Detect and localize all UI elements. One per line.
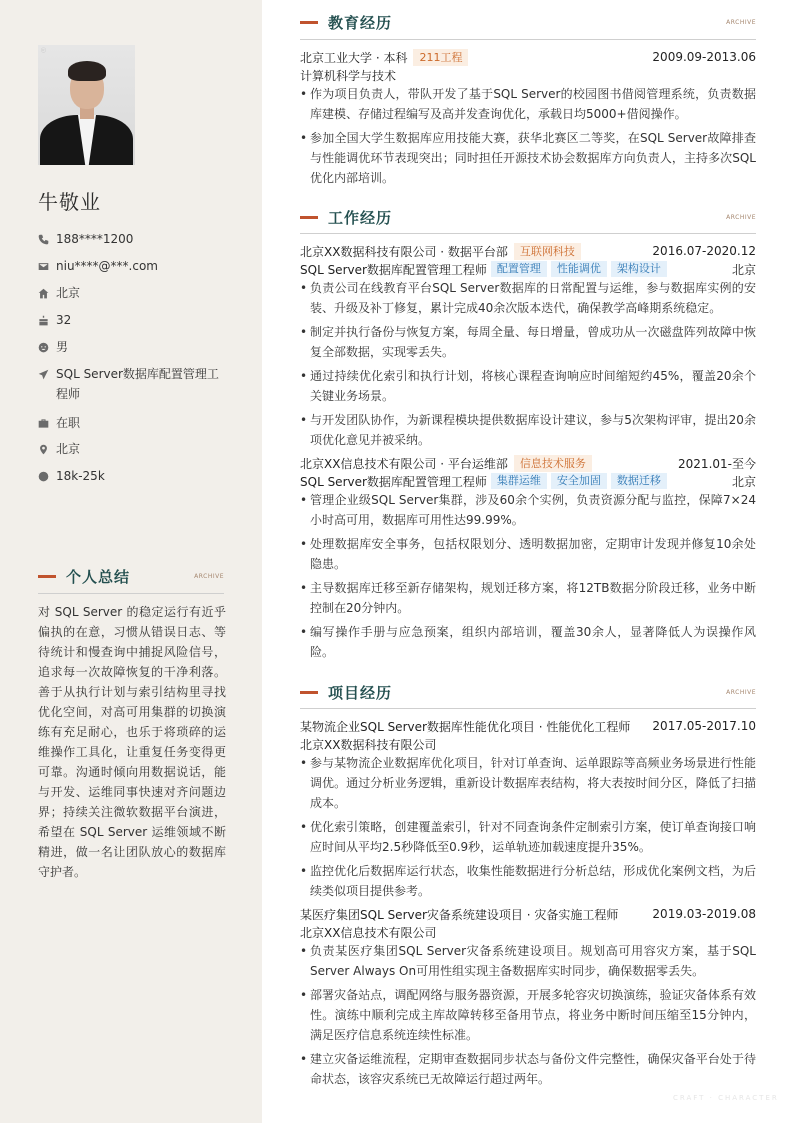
status-item: 在职 bbox=[38, 413, 226, 433]
project-bullet: • 负责某医疗集团SQL Server灾备系统建设项目。规划高可用容灾方案，基于SQL Server Always On可用性组实现主备数据库实时同步，确保数据零丢失。 bbox=[300, 941, 756, 981]
target-job-item: SQL Server数据库配置管理工程师 bbox=[38, 364, 226, 404]
section-accent bbox=[300, 691, 318, 694]
skill-tag: 安全加固 bbox=[551, 473, 607, 489]
job-role-row bbox=[300, 260, 756, 278]
job-bullet: • 处理数据库安全事务，包括权限划分、透明数据加密，定期审计发现并修复10余处隐患。 bbox=[300, 534, 756, 574]
industry-tag: 信息技术服务 bbox=[514, 455, 592, 472]
phone-item: 188****1200 bbox=[38, 229, 226, 249]
skill-tag: 性能调优 bbox=[551, 261, 607, 277]
company-name: 北京XX信息技术有限公司 · 平台运维部 bbox=[300, 456, 508, 471]
job-role: SQL Server数据库配置管理工程师 bbox=[300, 262, 487, 277]
education-section-header bbox=[300, 11, 756, 33]
project-bullet: • 参与某物流企业数据库优化项目，针对订单查询、运单跟踪等高频业务场景进行性能调优。通过分析业务逻辑，重新设计数据库表结构，将大表按时间分区，降低了扫描成本。 bbox=[300, 753, 756, 813]
age-item: 32 bbox=[38, 310, 226, 330]
project-company: 北京XX信息技术有限公司 bbox=[300, 925, 437, 940]
project-bullet: • 部署灾备站点，调配网络与服务器资源，开展多轮容灾切换演练，验证灾备体系有效性。演练中顺利完成主库故障转移至备用节点，将业务中断时间压缩至15分钟内，满足医疗信息系统连续性标准。 bbox=[300, 985, 756, 1045]
project-period: 2019.03-2019.08 bbox=[652, 907, 756, 921]
education-bullet: • 作为项目负责人，带队开发了基于SQL Server的校园图书借阅管理系统，负责数据库建模、存储过程编写及高并发查询优化，承载日均5000+借阅操作。 bbox=[300, 84, 756, 124]
job-header-row bbox=[300, 454, 756, 472]
section-title: 个人总结 bbox=[66, 567, 131, 586]
job-bullet: • 编写操作手册与应急预案，组织内部培训，覆盖30余人，显著降低人为误操作风险。 bbox=[300, 622, 756, 662]
home-icon bbox=[38, 283, 56, 303]
cake-icon bbox=[38, 310, 56, 330]
work-section-header bbox=[300, 206, 756, 228]
summary-text: 对 SQL Server 的稳定运行有近乎偏执的在意，习惯从错误日志、等待统计和慢查询中捕捉风险信号，追求每一次故障恢复的干净利落。善于从执行计划与索引结构里寻找优化空间，对高可用集群的切换演练有充足耐心，也乐于将琐碎的运维操作工具化，让重复任务变得更可靠。沟通时倾向用数据说话，能与开发、运维同事快速对齐问题边界；持续关注微软数据平台演进，希望在 SQL Server 运维领域不断精进，做一名让团队放心的数据库守护者。 bbox=[38, 605, 226, 879]
major: 计算机科学与技术 bbox=[300, 68, 397, 83]
section-accent bbox=[38, 575, 56, 578]
money-icon bbox=[38, 466, 56, 486]
photo-watermark: ⓒ bbox=[41, 48, 47, 54]
skill-tag: 集群运维 bbox=[491, 473, 547, 489]
major-row bbox=[300, 66, 756, 84]
project-company-row bbox=[300, 923, 756, 941]
mail-icon bbox=[38, 256, 56, 276]
target-city-item: 北京 bbox=[38, 439, 226, 459]
sidebar bbox=[0, 0, 262, 1123]
briefcase-icon bbox=[38, 413, 56, 433]
skill-tag: 架构设计 bbox=[611, 261, 667, 277]
email-item: niu****@***.com bbox=[38, 256, 226, 276]
summary-section-header bbox=[38, 566, 224, 586]
job-role: SQL Server数据库配置管理工程师 bbox=[300, 474, 487, 489]
section-title: 教育经历 bbox=[328, 13, 393, 32]
project-company-row bbox=[300, 735, 756, 753]
archive-label: ARCHIVE bbox=[726, 18, 756, 26]
profile-photo bbox=[38, 45, 135, 165]
job-period: 2016.07-2020.12 bbox=[652, 244, 756, 258]
project-period: 2017.05-2017.10 bbox=[652, 719, 756, 733]
archive-label: ARCHIVE bbox=[726, 213, 756, 221]
footer-watermark: CRAFT · CHARACTER bbox=[673, 1094, 779, 1102]
project-company: 北京XX数据科技有限公司 bbox=[300, 737, 437, 752]
salary-item: 18k-25k bbox=[38, 466, 226, 486]
section-title: 工作经历 bbox=[328, 208, 393, 227]
projects-section-header bbox=[300, 681, 756, 703]
company-name: 北京XX数据科技有限公司 · 数据平台部 bbox=[300, 244, 508, 259]
section-title: 项目经历 bbox=[328, 683, 393, 702]
section-divider bbox=[300, 708, 756, 709]
job-period: 2021.01-至今 bbox=[678, 456, 756, 471]
education-bullet: • 参加全国大学生数据库应用技能大赛，获华北赛区二等奖，在SQL Server故障排查与性能调优环节表现突出；同时担任开源技术协会数据库方向负责人，主持多次SQL优化内部培训。 bbox=[300, 128, 756, 188]
job-role-row bbox=[300, 472, 756, 490]
map-pin-icon bbox=[38, 439, 56, 459]
job-bullet: • 负责公司在线教育平台SQL Server数据库的日常配置与运维，参与数据库实例的安装、升级及补丁修复，累计完成40余次版本迭代，确保教学高峰期系统稳定。 bbox=[300, 278, 756, 318]
education-header-row bbox=[300, 48, 756, 66]
school-name: 北京工业大学 · 本科 bbox=[300, 50, 408, 65]
gender-item: 男 bbox=[38, 337, 226, 357]
school-tag: 211工程 bbox=[413, 49, 468, 66]
archive-label: ARCHIVE bbox=[194, 572, 224, 580]
location-item: 北京 bbox=[38, 283, 226, 303]
section-divider bbox=[300, 39, 756, 40]
face-icon bbox=[38, 337, 56, 357]
phone-icon bbox=[38, 229, 56, 249]
section-accent bbox=[300, 21, 318, 24]
project-name: 某医疗集团SQL Server灾备系统建设项目 · 灾备实施工程师 bbox=[300, 907, 619, 922]
project-header-row bbox=[300, 905, 756, 923]
skill-tag: 数据迁移 bbox=[611, 473, 667, 489]
job-bullet: • 管理企业级SQL Server集群，涉及60余个实例，负责资源分配与监控，保障7×24小时高可用，数据库可用性达99.99%。 bbox=[300, 490, 756, 530]
job-bullet: • 制定并执行备份与恢复方案，每周全量、每日增量，曾成功从一次磁盘阵列故障中恢复全部数据，实现零丢失。 bbox=[300, 322, 756, 362]
project-header-row bbox=[300, 717, 756, 735]
skill-tag: 配置管理 bbox=[491, 261, 547, 277]
project-name: 某物流企业SQL Server数据库性能优化项目 · 性能优化工程师 bbox=[300, 719, 631, 734]
section-accent bbox=[300, 216, 318, 219]
archive-label: ARCHIVE bbox=[726, 688, 756, 696]
send-icon bbox=[38, 364, 56, 384]
job-bullet: • 通过持续优化索引和执行计划，将核心课程查询响应时间缩短约45%，覆盖20余个关键业务场景。 bbox=[300, 366, 756, 406]
section-divider bbox=[300, 233, 756, 234]
industry-tag: 互联网科技 bbox=[514, 243, 581, 260]
job-bullet: • 主导数据库迁移至新存储架构，规划迁移方案，将12TB数据分阶段迁移，业务中断控制在20分钟内。 bbox=[300, 578, 756, 618]
candidate-name: 牛敬业 bbox=[38, 190, 101, 214]
job-city: 北京 bbox=[731, 474, 756, 489]
section-divider bbox=[38, 593, 224, 594]
project-bullet: • 建立灾备运维流程，定期审查数据同步状态与备份文件完整性，确保灾备平台处于待命状态，该容灾系统已无故障运行超过两年。 bbox=[300, 1049, 756, 1089]
education-period: 2009.09-2013.06 bbox=[652, 50, 756, 64]
project-bullet: • 优化索引策略，创建覆盖索引，针对不同查询条件定制索引方案，使订单查询接口响应时间从平均2.5秒降低至0.9秒，运单轨迹加载速度提升35%。 bbox=[300, 817, 756, 857]
project-bullet: • 监控优化后数据库运行状态，收集性能数据进行分析总结，形成优化案例文档，为后续类似项目提供参考。 bbox=[300, 861, 756, 901]
job-header-row bbox=[300, 242, 756, 260]
job-bullet: • 与开发团队协作，为新课程模块提供数据库设计建议，参与5次架构评审，提出20余项优化意见并被采纳。 bbox=[300, 410, 756, 450]
job-city: 北京 bbox=[731, 262, 756, 277]
